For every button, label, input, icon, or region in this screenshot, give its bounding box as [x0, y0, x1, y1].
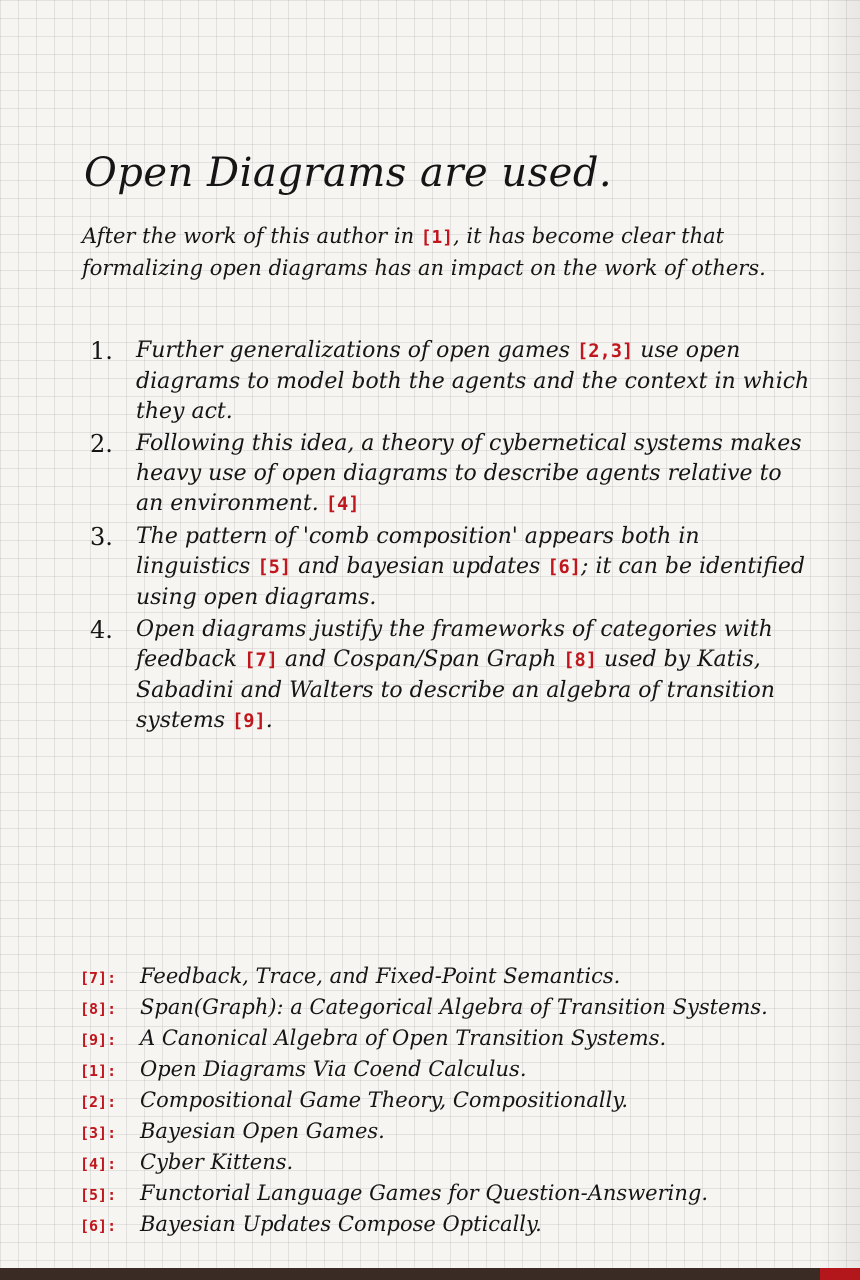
list-item-text: Following this idea, a theory of cybernetical systems makes heavy use of open diagrams to describe agents relative to an environment. [136, 431, 802, 516]
bookmark-ribbon [820, 1268, 860, 1280]
reference-title: Span(Graph): a Categorical Algebra of Transition Systems. [140, 995, 768, 1019]
citation: [6] [547, 557, 582, 578]
reference-key: [5]: [80, 1186, 117, 1204]
intro-citation: [1] [420, 227, 454, 248]
reference-key: [2]: [80, 1093, 117, 1111]
notebook-bottom-edge [0, 1268, 860, 1280]
list-item [90, 336, 810, 427]
list-item [90, 615, 810, 737]
list-item-text: used by Katis, Sabadini and Walters to describe an algebra of transition systems [136, 647, 775, 733]
reference-entry [80, 1117, 820, 1148]
reference-entry [80, 1055, 820, 1086]
numbered-list [90, 336, 810, 739]
citation: [5] [257, 557, 292, 578]
page-edge-shadow [820, 0, 860, 1280]
reference-title: Cyber Kittens. [140, 1150, 294, 1174]
citation: [4] [325, 494, 360, 515]
list-item-text: . [265, 708, 273, 733]
reference-entry [80, 962, 820, 993]
reference-entry [80, 1148, 820, 1179]
reference-list [80, 962, 820, 1241]
reference-key: [8]: [80, 1000, 117, 1018]
list-item-text: Further generalizations of open games [136, 338, 578, 363]
reference-key: [4]: [80, 1155, 117, 1173]
reference-title: Bayesian Open Games. [140, 1119, 385, 1143]
reference-entry [80, 1210, 820, 1241]
citation: [2,3] [577, 341, 634, 362]
citation: [8] [563, 650, 598, 671]
list-item [90, 522, 810, 613]
intro-paragraph [82, 221, 782, 283]
list-item-text: ; it can be identified using open diagrams. [136, 554, 805, 610]
reference-key: [1]: [80, 1062, 117, 1080]
list-item-number: 3. [90, 523, 113, 551]
reference-key: [3]: [80, 1124, 117, 1142]
reference-title: Functorial Language Games for Question-Answering. [140, 1181, 709, 1205]
intro-text-before: After the work of this author in [82, 224, 421, 248]
list-item-number: 2. [90, 430, 113, 458]
intro-text-after: , it has become clear that formalizing open diagrams has an impact on the work of others. [82, 224, 766, 280]
reference-entry [80, 993, 820, 1024]
reference-key: [9]: [80, 1031, 117, 1049]
list-item-text: and Cospan/Span Graph [277, 647, 564, 672]
reference-entry [80, 1086, 820, 1117]
reference-title: Feedback, Trace, and Fixed-Point Semantics. [140, 964, 621, 988]
list-item-number: 4. [90, 616, 113, 644]
reference-title: Open Diagrams Via Coend Calculus. [140, 1057, 527, 1081]
reference-key: [6]: [80, 1217, 117, 1235]
list-item-text: The pattern of 'comb composition' appears both in linguistics [136, 524, 700, 579]
reference-title: Compositional Game Theory, Compositionally. [140, 1088, 629, 1112]
list-item [90, 429, 810, 520]
citation: [9] [232, 711, 266, 732]
list-item-text: use open diagrams to model both the agents and the context in which they act. [136, 338, 810, 424]
reference-key: [7]: [80, 969, 117, 987]
reference-title: A Canonical Algebra of Open Transition Systems. [140, 1026, 667, 1050]
list-item-text: Open diagrams justify the frameworks of categories with feedback [136, 617, 773, 672]
citation: [7] [244, 650, 278, 671]
reference-entry [80, 1024, 820, 1055]
reference-title: Bayesian Updates Compose Optically. [140, 1212, 542, 1236]
reference-entry [80, 1179, 820, 1210]
list-item-number: 1. [90, 337, 113, 365]
page-title: Open Diagrams are used. [84, 149, 613, 196]
list-item-text: and bayesian updates [291, 554, 548, 579]
